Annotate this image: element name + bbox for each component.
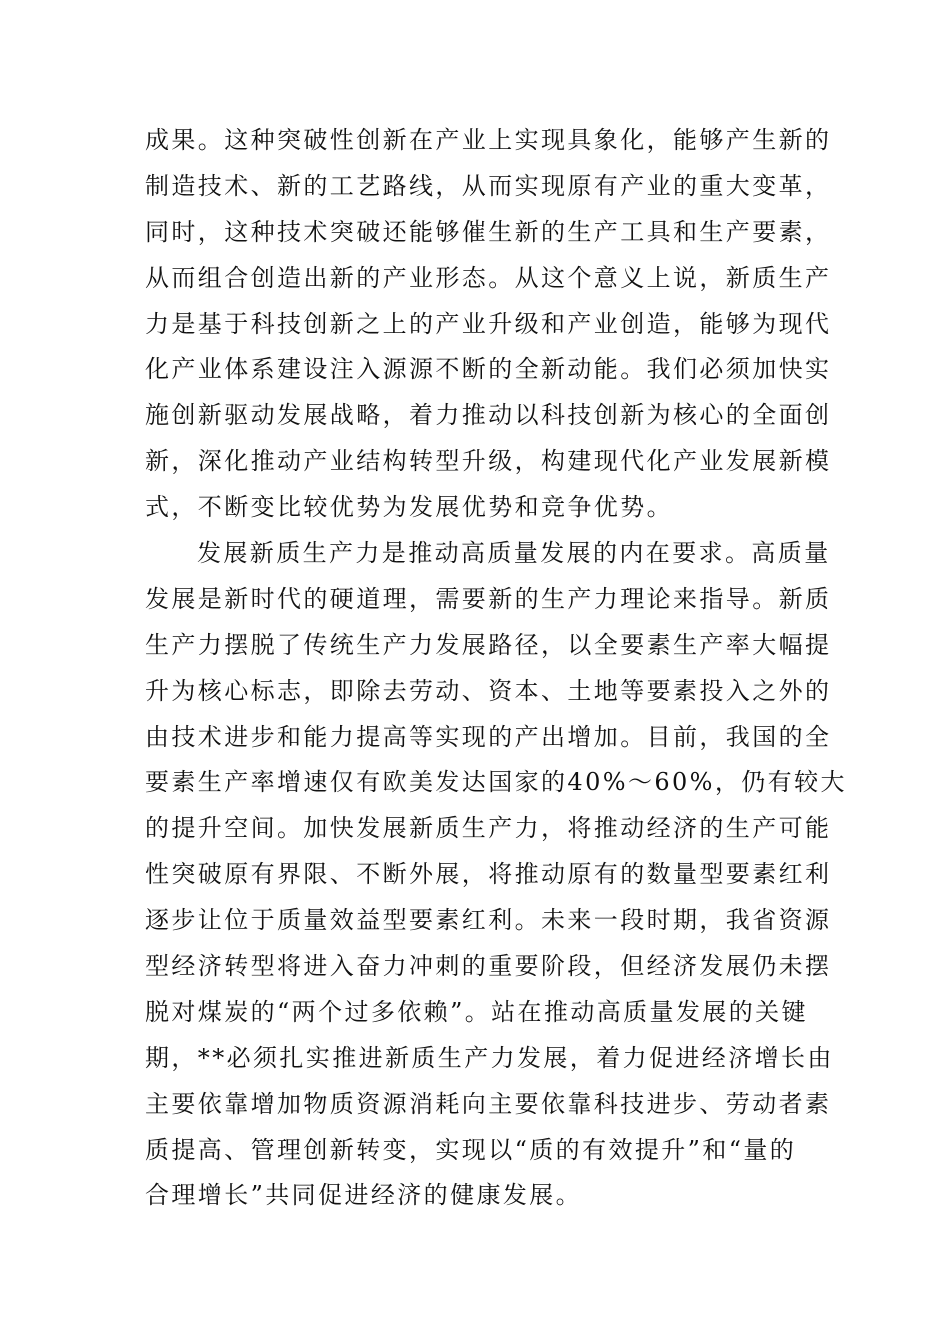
paragraph-line: 发展新质生产力是推动高质量发展的内在要求。高质量 [197, 539, 831, 568]
paragraph-line: 逐步让位于质量效益型要素红利。未来一段时期，我省资源 [145, 906, 832, 935]
paragraph-line: 力是基于科技创新之上的产业升级和产业创造，能够为现代 [145, 309, 832, 338]
paragraph-line: 型经济转型将进入奋力冲刺的重要阶段，但经济发展仍未摆 [145, 952, 832, 981]
paragraph-line: 新，深化推动产业结构转型升级，构建现代化产业发展新模 [145, 447, 832, 476]
paragraph-line: 质提高、管理创新转变，实现以“质的有效提升”和“量的 [145, 1135, 797, 1164]
paragraph-line: 化产业体系建设注入源源不断的全新动能。我们必须加快实 [145, 355, 832, 384]
paragraph-line: 生产力摆脱了传统生产力发展路径，以全要素生产率大幅提 [145, 630, 832, 659]
paragraph-1 [145, 118, 832, 531]
paragraph-line: 合理增长”共同促进经济的健康发展。 [145, 1181, 583, 1210]
paragraph-line: 的提升空间。加快发展新质生产力，将推动经济的生产可能 [145, 814, 832, 843]
paragraph-line: 成果。这种突破性创新在产业上实现具象化，能够产生新的 [145, 126, 832, 154]
paragraph-line: 性突破原有界限、不断外展，将推动原有的数量型要素红利 [145, 860, 832, 889]
paragraph-line: 发展是新时代的硬道理，需要新的生产力理论来指导。新质 [145, 584, 832, 613]
paragraph-line: 要素生产率增速仅有欧美发达国家的40%～60%，仍有较大 [145, 768, 847, 797]
paragraph-line: 升为核心标志，即除去劳动、资本、土地等要素投入之外的 [145, 676, 832, 705]
paragraph-line: 脱对煤炭的“两个过多依赖”。站在推动高质量发展的关键 [145, 997, 808, 1026]
paragraph-line: 从而组合创造出新的产业形态。从这个意义上说，新质生产 [145, 263, 832, 292]
paragraph-2 [145, 531, 847, 1219]
document-body [145, 118, 847, 1219]
paragraph-line: 期，**必须扎实推进新质生产力发展，着力促进经济增长由 [145, 1043, 834, 1072]
paragraph-line: 主要依靠增加物质资源消耗向主要依靠科技进步、劳动者素 [145, 1089, 832, 1118]
paragraph-line: 制造技术、新的工艺路线，从而实现原有产业的重大变革， [145, 171, 832, 200]
paragraph-line: 施创新驱动发展战略，着力推动以科技创新为核心的全面创 [145, 401, 832, 430]
paragraph-line: 由技术进步和能力提高等实现的产出增加。目前，我国的全 [145, 722, 832, 751]
paragraph-line: 式，不断变比较优势为发展优势和竞争优势。 [145, 493, 673, 522]
paragraph-line: 同时，这种技术突破还能够催生新的生产工具和生产要素， [145, 217, 832, 246]
